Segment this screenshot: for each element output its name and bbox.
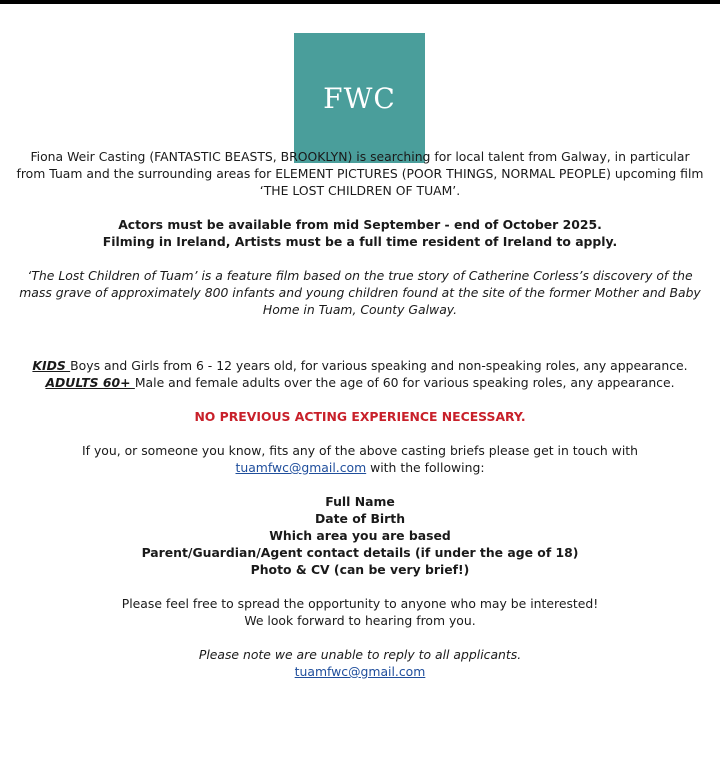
footer-email-link[interactable]: tuamfwc@gmail.com — [294, 664, 426, 679]
intro-line: Fiona Weir Casting (FANTASTIC BEASTS, BROOKLYN) is searching for local talent from Galway, in particular — [30, 149, 690, 164]
fwc-logo — [294, 33, 425, 163]
role-kids — [0, 357, 720, 374]
synopsis-line: mass grave of approximately 800 infants and young children found at the site of the former Mother and Baby — [19, 285, 701, 300]
contact-paragraph — [0, 442, 720, 476]
closing-line: Please feel free to spread the opportunity to anyone who may be interested! — [121, 596, 599, 611]
synopsis-line: Home in Tuam, County Galway. — [262, 302, 458, 317]
availability-line: Actors must be available from mid September - end of October 2025. — [118, 217, 602, 232]
logo-text: FWC — [323, 81, 396, 115]
top-border — [0, 0, 720, 4]
synopsis-paragraph — [0, 267, 720, 318]
requirements-list — [0, 493, 720, 578]
intro-paragraph — [0, 148, 720, 199]
casting-notice — [0, 148, 720, 680]
reply-note: Please note we are unable to reply to all applicants. — [198, 647, 522, 662]
email-link[interactable]: tuamfwc@gmail.com — [235, 460, 367, 475]
role-label-kids: KIDS — [32, 358, 71, 373]
role-label-adults: ADULTS 60+ — [45, 375, 135, 390]
intro-line: from Tuam and the surrounding areas for ELEMENT PICTURES (POOR THINGS, NORMAL PEOPLE) upcoming film — [16, 166, 704, 181]
contact-email-line — [0, 459, 720, 476]
closing-line: We look forward to hearing from you. — [244, 613, 476, 628]
availability-paragraph — [0, 216, 720, 250]
role-text-adults: Male and female adults over the age of 60 for various speaking roles, any appearance. — [134, 375, 675, 390]
role-adults — [0, 374, 720, 391]
requirement-item: Which area you are based — [269, 528, 451, 543]
contact-intro: If you, or someone you know, fits any of the above casting briefs please get in touch with — [82, 443, 638, 458]
requirement-item: Date of Birth — [314, 511, 406, 526]
requirement-item: Parent/Guardian/Agent contact details (if under the age of 18) — [141, 545, 579, 560]
role-text-kids: Boys and Girls from 6 - 12 years old, for various speaking and non-speaking roles, any appearance. — [70, 358, 688, 373]
requirement-item: Full Name — [325, 494, 395, 509]
intro-line: ‘THE LOST CHILDREN OF TUAM’. — [259, 183, 461, 198]
no-experience-notice: NO PREVIOUS ACTING EXPERIENCE NECESSARY. — [194, 409, 526, 424]
requirement-item: Photo & CV (can be very brief!) — [250, 562, 470, 577]
availability-line: Filming in Ireland, Artists must be a full time resident of Ireland to apply. — [102, 234, 618, 249]
contact-suffix: with the following: — [366, 460, 485, 475]
synopsis-line: ‘The Lost Children of Tuam’ is a feature film based on the true story of Catherine Corless’s discovery of the — [27, 268, 693, 283]
roles-list — [0, 357, 720, 391]
closing-paragraph — [0, 595, 720, 629]
